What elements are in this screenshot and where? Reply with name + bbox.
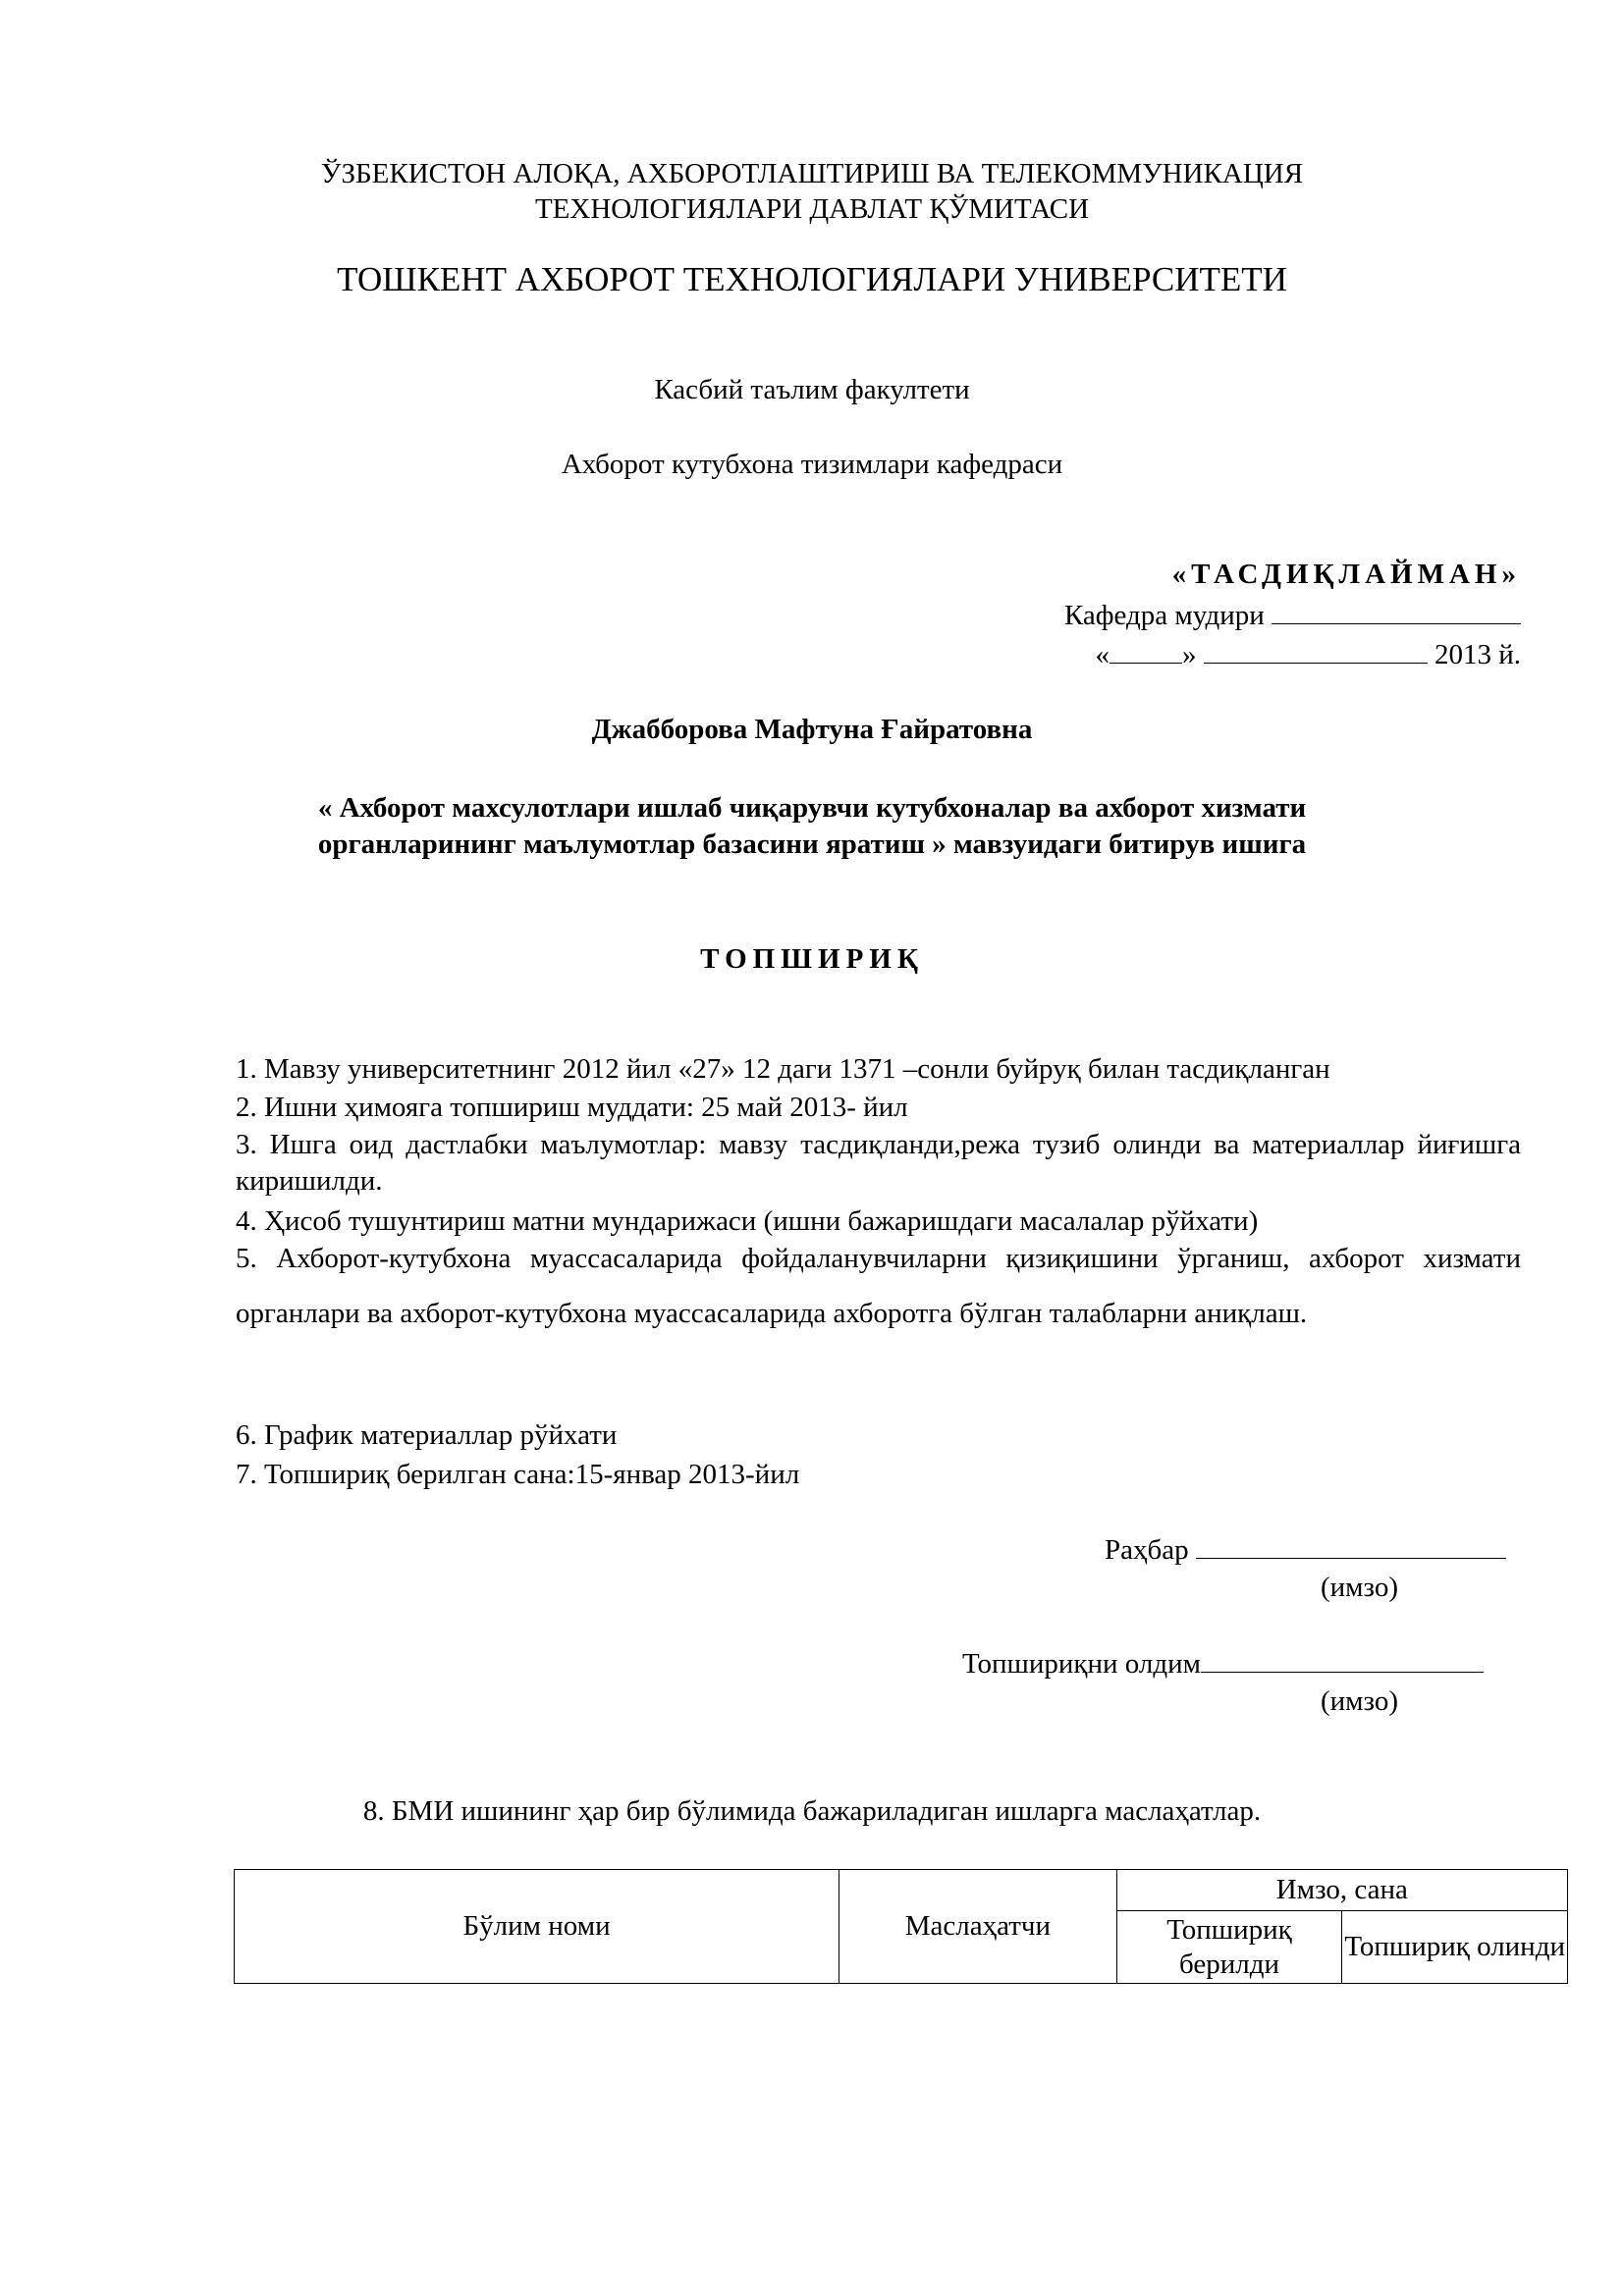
received-sign-blank <box>1201 1645 1484 1673</box>
col-section-header <box>235 1870 839 1984</box>
supervisor-sign-blank <box>1196 1531 1506 1559</box>
col-advisor-header <box>839 1870 1117 1984</box>
date-month-blank <box>1204 636 1428 664</box>
approval-date-line <box>1095 636 1521 672</box>
col-section-label: Бўлим номи <box>462 1910 611 1942</box>
col-given-header <box>1116 1911 1342 1984</box>
assignment-heading-text: ТОПШИРИҚ <box>700 943 924 975</box>
approval-title <box>1172 558 1521 592</box>
topic-line-2: органларининг маълумотлар базасини яратиш » мавзуидаги битирув ишига <box>317 828 1307 860</box>
assignment-heading <box>0 942 1624 977</box>
assignment-item-5: 5. Ахборот-кутубхона муассасаларида фойдаланувчиларни қизиқишини ўрганиш, ахборот хизмати органлари ва ахборот-кутубхона муассасаларида ахборотга бўлган талабларни аниқлаш. <box>236 1243 1521 1329</box>
date-day-blank <box>1110 636 1182 664</box>
head-label: Кафедра мудири <box>1063 600 1265 631</box>
assignment-item-1: 1. Мавзу университетнинг 2012 йил «27» 12 даги 1371 –сонли буйруқ билан тасдиқланган <box>236 1053 1330 1085</box>
assignment-item-6: 6. График материаллар рўйхати <box>236 1419 618 1451</box>
committee-line-1: ЎЗБЕКИСТОН АЛОҚА, АХБОРОТЛАШТИРИШ ВА ТЕЛЕКОММУНИКАЦИЯ <box>320 158 1304 189</box>
assignment-item-2: 2. Ишни ҳимояга топшириш муддати: 25 май 2013- йил <box>236 1092 908 1123</box>
assignment-item-3: 3. Ишга оид дастлабки маълумотлар: мавзу тасдиқланди,режа тузиб олинди ва материаллар йиғишга киришилди. <box>236 1129 1521 1197</box>
received-signature-line <box>962 1645 1484 1682</box>
topic-line-1: « Ахборот махсулотлари ишлаб чиқарувчи кутубхоналар ва ахборот хизмати <box>317 792 1307 824</box>
supervisor-sign-caption: (имзо) <box>1321 1572 1398 1603</box>
approval-title-text: «ТАСДИҚЛАЙМАН» <box>1171 559 1521 590</box>
assignment-item-4: 4. Ҳисоб тушунтириш матни мундарижаси (ишни бажаришдаги масалалар рўйхати) <box>236 1205 1259 1237</box>
col-advisor-label: Маслаҳатчи <box>904 1910 1052 1942</box>
head-signature-line <box>1272 597 1521 624</box>
faculty-name: Касбий таълим факултети <box>654 374 970 405</box>
col-given-label: Топшириқ берилди <box>1166 1913 1292 1980</box>
date-year: 2013 й. <box>1434 639 1521 670</box>
assignment-item-7: 7. Топшириқ берилган сана:15-январ 2013-йил <box>236 1459 800 1490</box>
advice-table <box>234 1869 1568 1984</box>
supervisor-label: Раҳбар <box>1105 1534 1189 1566</box>
university-title: ТОШКЕНТ АХБОРОТ ТЕХНОЛОГИЯЛАРИ УНИВЕРСИТЕТИ <box>337 260 1287 298</box>
committee-line-2: ТЕХНОЛОГИЯЛАРИ ДАВЛАТ ҚЎМИТАСИ <box>534 193 1090 225</box>
received-label: Топшириқни олдим <box>962 1648 1202 1680</box>
col-received-label: Топшириқ олинди <box>1344 1931 1565 1962</box>
col-sign-date-label: Имзо, сана <box>1275 1874 1408 1905</box>
col-received-header <box>1342 1911 1568 1984</box>
received-sign-caption: (имзо) <box>1321 1685 1398 1717</box>
approval-head-line <box>1064 597 1521 633</box>
col-sign-date-header <box>1116 1870 1567 1911</box>
advice-heading: 8. БМИ ишининг ҳар бир бўлимида бажариладиган ишларга маслаҳатлар. <box>362 1795 1262 1827</box>
student-name: Джабборова Мафтуна Ғайратовна <box>591 714 1033 745</box>
department-name: Ахборот кутубхона тизимлари кафедраси <box>561 449 1063 480</box>
date-open-quote: « <box>1095 639 1110 670</box>
supervisor-signature-line <box>1105 1531 1506 1568</box>
date-close-quote: » <box>1181 639 1197 670</box>
